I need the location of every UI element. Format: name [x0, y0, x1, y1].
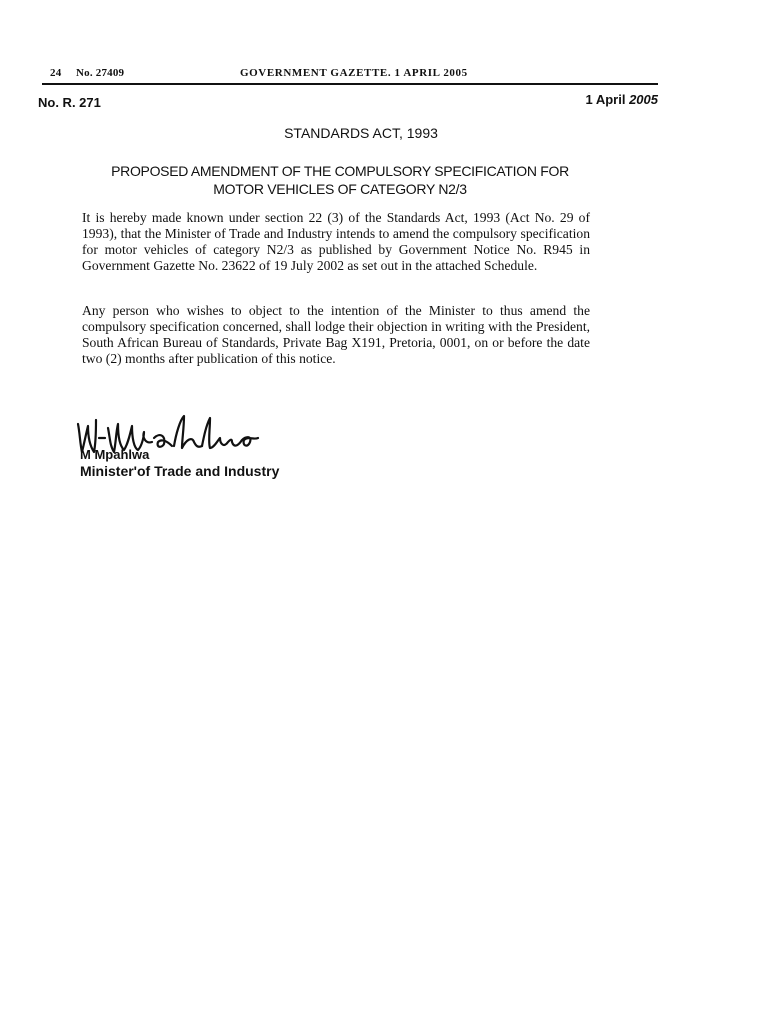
notice-date	[585, 92, 658, 107]
page-header	[42, 66, 658, 82]
notice-number: No. R. 271	[38, 95, 101, 110]
notice-date-day-month: 1 April	[585, 92, 630, 107]
signatory-name: M Mpahlwa	[80, 447, 150, 462]
page-number: 24	[50, 67, 62, 79]
act-title: STANDARDS ACT, 1993	[284, 125, 438, 141]
notice-heading-line-2: MOTOR VEHICLES OF CATEGORY N2/3	[213, 181, 467, 197]
gazette-title: GOVERNMENT GAZETTE. 1 APRIL 2005	[240, 67, 468, 79]
notice-heading	[82, 162, 598, 198]
notice-date-year: 2005	[629, 92, 658, 107]
header-rule	[42, 83, 658, 85]
notice-heading-line-1: PROPOSED AMENDMENT OF THE COMPULSORY SPECIFICATION FOR	[111, 163, 569, 179]
body-paragraph-2: Any person who wishes to object to the intention of the Minister to thus amend the compulsory specification concerned, shall lodge their objection in writing with the President, South African Bureau of Standards, Private Bag X191, Pretoria, 0001, on or before the date two (2) months after publication of this notice.	[82, 303, 590, 366]
body-paragraph-1: It is hereby made known under section 22 (3) of the Standards Act, 1993 (Act No. 29 of 1993), that the Minister of Trade and Industry intends to amend the compulsory specification for motor vehicles of category N2/3 as published by Government Notice No. R945 in Government Gazette No. 23622 of 19 July 2002 as set out in the attached Schedule.	[82, 210, 590, 273]
issue-number: No. 27409	[76, 67, 125, 79]
signatory-title: Minister'of Trade and Industry	[80, 463, 280, 479]
